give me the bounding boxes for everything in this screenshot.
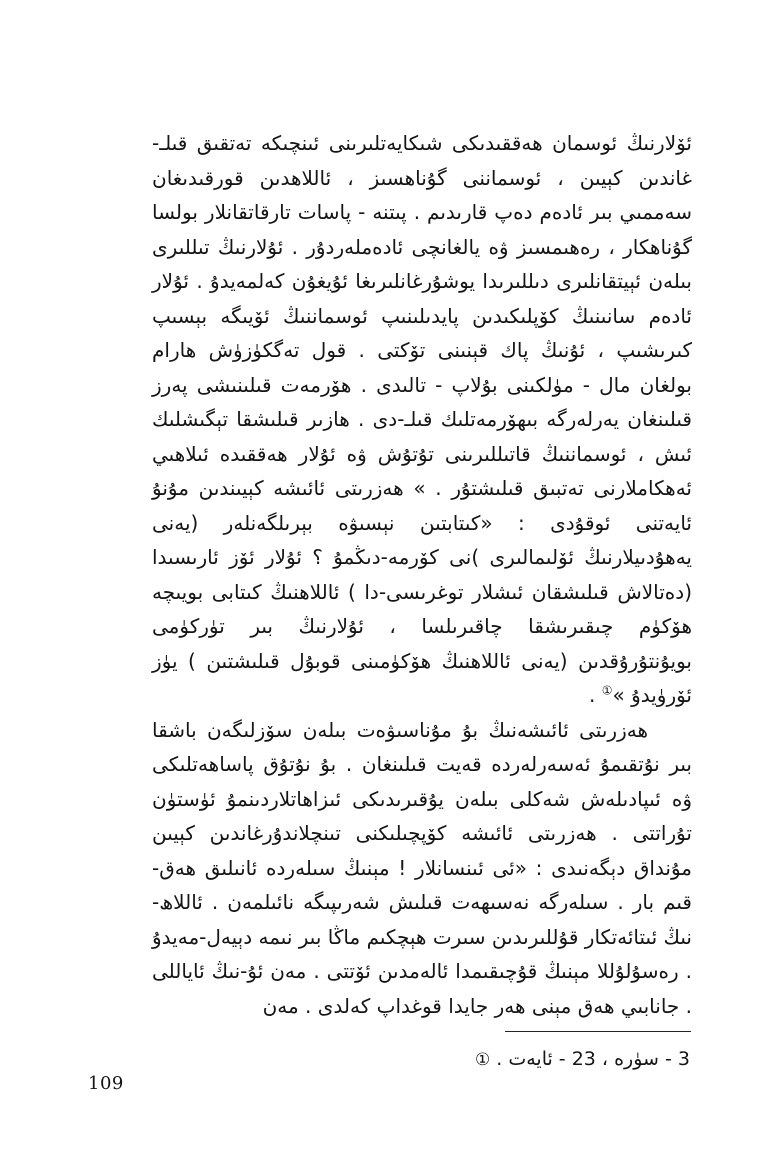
- footnote-text: 3 - سۈرە ، 23 - ئايەت .: [496, 1048, 690, 1070]
- footnote-reference-marker: ①: [601, 683, 613, 698]
- paragraph-1: [152, 126, 692, 713]
- body-text: [152, 126, 692, 1023]
- paragraph-2: [152, 713, 692, 1024]
- footnote: [380, 1044, 690, 1075]
- footnote-marker: ①: [474, 1050, 491, 1070]
- footnote-divider: [505, 1031, 691, 1032]
- paragraph-1-tail: .: [588, 683, 602, 707]
- page-number: 109: [88, 1073, 124, 1094]
- paragraph-2-text: ھەزرىتى ئائىشەنىڭ بۇ مۇناسىۋەت بىلەن سۆزلىگەن باشقا بىر نۇتقىمۇ ئەسەرلەردە قەيت قىلىنغان . بۇ نۇتۇق پاساھەتلىكى ۋە ئىپادىلەش شەكلى بىلەن يۇقىرىدىكى ئىزاھاتلاردىنمۇ ئۈستۈن تۇراتتى . ھەزرىتى ئائىشە كۆپچىلىكنى تىنچلاندۇرغاندىن كېيىن مۇنداق دېگەنىدى : «ئى ئىنسانلار ! مېنىڭ سىلەردە ئانىلىق ھەق-قىم بار . سىلەرگە نەسىھەت قىلىش شەرىپىگە نائىلمەن . ئاللاھ-نىڭ ئىتائەتكار قۇللىرىدىن سىرت ھېچكىم ماڭا بىر نىمە دېيەل-مەيدۇ . رەسۇلۇللا مېنىڭ قۇچىقىمدا ئالەمدىن ئۆتتى . مەن ئۇ-نىڭ ئاياللى . جانابىي ھەق مېنى ھەر جايدا قوغداپ كەلدى . مەن: [152, 717, 692, 1018]
- paragraph-1-text: ئۆلارنىڭ ئوسمان ھەققىدىكى شىكايەتلىرىنى ئىنچىكە تەتقىق قىلـ-غاندىن كېيىن ، ئوسماننى گۇناھسىز ، ئاللاھدىن قورقىدىغان سەممىي بىر ئادەم دەپ قارىدىم . پىتنە - پاسات تارقاتقانلار بولسا گۇناھكار ، رەھىمسىز ۋە يالغانچى ئادەملەردۇر . ئۇلارنىڭ تىللىرى بىلەن ئېيتقانلىرى دىللىرىدا يوشۇرغانلىرىغا ئۇيغۇن كەلمەيدۇ . ئۇلار ئادەم سانىنىڭ كۆپلىكىدىن پايدىلىنىپ ئوسماننىڭ ئۆيىگە بېسىپ كىرىشىپ ، ئۇنىڭ پاك قېنىنى تۆكتى . قول تەگكۈزۈش ھارام بولغان مال - مۈلكىنى بۇلاپ - تالىدى . ھۆرمەت قىلىنىشى پەرز قىلىنغان يەرلەرگە بىھۆرمەتلىك قىلـ-دى . ھازىر قىلىشقا تېگىشلىك ئىش ، ئوسماننىڭ قاتىللىرىنى تۇتۇش ۋە ئۇلار ھەققىدە ئىلاھىي ئەھكاملارنى تەتبىق قىلىشتۇر . » ھەزرىتى ئائىشە كېيىندىن مۇنۇ ئايەتنى ئوقۇدى : «كىتابتىن نېسىۋە بېرىلگەنلەر (يەنى يەھۇدىيلارنىڭ ئۆلىمالىرى )نى كۆرمە-دىڭمۇ ؟ ئۇلار ئۆز ئارىسىدا (دەتالاش قىلىشقان ئىشلار توغرىسى-دا ) ئاللاھنىڭ كىتابى بويىچە ھۆكۈم چىقىرىشقا چاقىرىلسا ، ئۇلارنىڭ بىر تۈركۈمى بويۇنتۇرۇقدىن (يەنى ئاللاھنىڭ ھۆكۈمىنى قوبۇل قىلىشتىن ) يۈز ئۆرۈيدۇ »: [152, 131, 692, 707]
